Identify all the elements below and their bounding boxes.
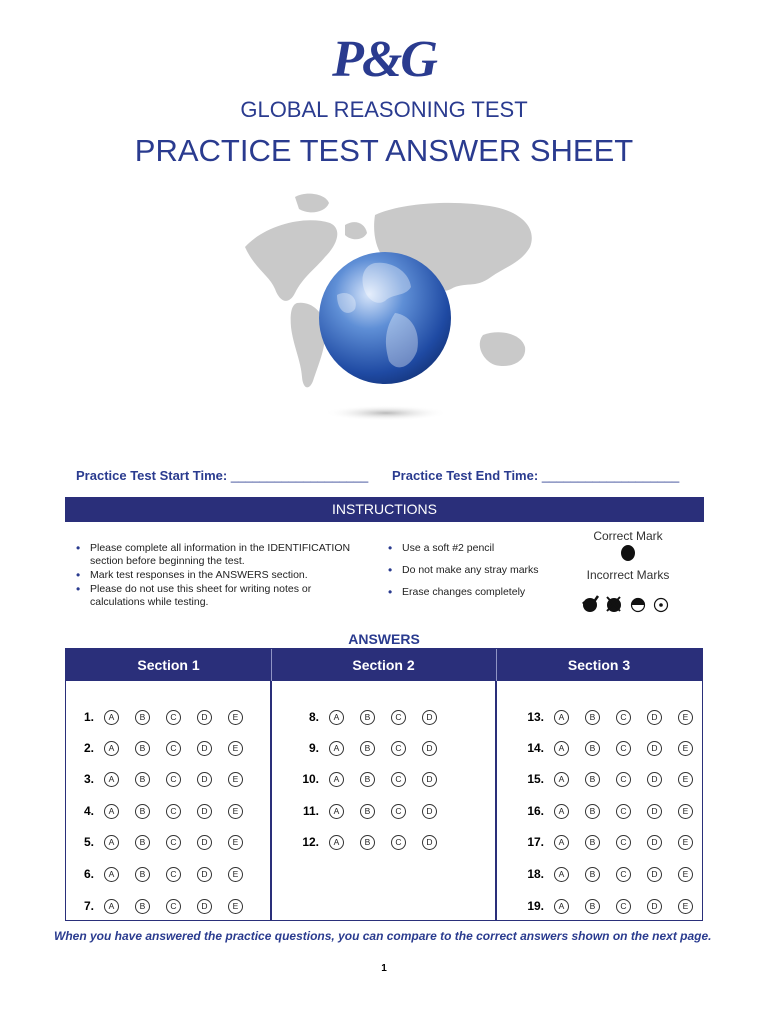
answer-bubble-b[interactable]: B — [135, 741, 150, 756]
answer-bubble-b[interactable]: B — [585, 772, 600, 787]
answer-bubble-a[interactable]: A — [554, 804, 569, 819]
question-number: 15. — [527, 772, 544, 786]
answer-bubble-b[interactable]: B — [360, 772, 375, 787]
question-number: 19. — [527, 899, 544, 913]
section-1-header: Section 1 — [66, 649, 271, 681]
answer-bubble-c[interactable]: C — [166, 710, 181, 725]
question-number: 14. — [527, 741, 544, 755]
answer-bubble-e[interactable]: E — [228, 710, 243, 725]
question-row — [520, 708, 709, 726]
answer-bubble-b[interactable]: B — [135, 804, 150, 819]
answer-bubble-e[interactable]: E — [228, 899, 243, 914]
answer-bubble-c[interactable]: C — [616, 867, 631, 882]
question-number: 7. — [83, 899, 94, 913]
answer-bubble-d[interactable]: D — [197, 867, 212, 882]
answer-bubble-b[interactable]: B — [360, 835, 375, 850]
answer-bubble-a[interactable]: A — [329, 835, 344, 850]
answer-bubble-c[interactable]: C — [391, 835, 406, 850]
answer-bubble-e[interactable]: E — [678, 710, 693, 725]
question-row — [70, 739, 259, 757]
answer-bubble-d[interactable]: D — [422, 710, 437, 725]
incorrect-marks-label: Incorrect Marks — [586, 568, 670, 582]
instruction-item: • Do not make any stray marks — [384, 564, 544, 577]
answer-bubble-e[interactable]: E — [228, 741, 243, 756]
answer-bubble-b[interactable]: B — [360, 741, 375, 756]
instructions-left-list — [72, 542, 362, 610]
question-row — [70, 897, 259, 915]
question-number: 11. — [302, 804, 319, 818]
column-divider — [495, 681, 497, 920]
answer-bubble-c[interactable]: C — [391, 741, 406, 756]
answer-bubble-b[interactable]: B — [135, 772, 150, 787]
answer-bubble-b[interactable]: B — [360, 710, 375, 725]
instructions-heading: INSTRUCTIONS — [65, 497, 704, 522]
instruction-item: • Mark test responses in the ANSWERS section. — [72, 569, 362, 582]
page-title: PRACTICE TEST ANSWER SHEET — [134, 133, 634, 168]
answer-bubble-a[interactable]: A — [329, 741, 344, 756]
question-number: 17. — [527, 835, 544, 849]
answer-bubble-e[interactable]: E — [228, 804, 243, 819]
answer-bubble-a[interactable]: A — [104, 899, 119, 914]
question-number: 18. — [527, 867, 544, 881]
question-row — [295, 739, 453, 757]
question-row — [70, 708, 259, 726]
answer-bubble-a[interactable]: A — [104, 741, 119, 756]
answer-bubble-a[interactable]: A — [104, 710, 119, 725]
answer-bubble-d[interactable]: D — [647, 804, 662, 819]
answer-bubble-d[interactable]: D — [197, 741, 212, 756]
check-scribble-icon — [583, 596, 598, 612]
answer-bubble-c[interactable]: C — [616, 804, 631, 819]
answer-bubble-a[interactable]: A — [329, 804, 344, 819]
answer-bubble-c[interactable]: C — [166, 867, 181, 882]
answer-bubble-a[interactable]: A — [329, 710, 344, 725]
start-time-label: Practice Test Start Time: — [76, 468, 228, 483]
question-number: 1. — [83, 710, 94, 724]
answer-bubble-c[interactable]: C — [166, 899, 181, 914]
answer-bubble-d[interactable]: D — [647, 741, 662, 756]
instruction-item: • Please complete all information in the IDENTIFICATION section before beginning the test. — [72, 542, 362, 568]
incorrect-marks-icons — [580, 594, 680, 614]
answer-bubble-c[interactable]: C — [166, 741, 181, 756]
question-row — [520, 833, 709, 851]
question-row — [520, 802, 709, 820]
answer-bubble-e[interactable]: E — [678, 804, 693, 819]
answer-bubble-b[interactable]: B — [585, 867, 600, 882]
answer-bubble-a[interactable]: A — [554, 741, 569, 756]
question-row — [520, 865, 709, 883]
question-number: 13. — [527, 710, 544, 724]
globe-world-map-image — [225, 185, 545, 430]
answer-bubble-d[interactable]: D — [422, 835, 437, 850]
answer-bubble-c[interactable]: C — [391, 772, 406, 787]
answer-bubble-a[interactable]: A — [104, 867, 119, 882]
answer-bubble-d[interactable]: D — [422, 772, 437, 787]
answer-bubble-e[interactable]: E — [678, 899, 693, 914]
start-time-field[interactable] — [76, 468, 368, 483]
instructions-right-list — [384, 542, 544, 608]
instruction-item: • Use a soft #2 pencil — [384, 542, 544, 555]
header-divider — [496, 649, 497, 681]
end-time-label: Practice Test End Time: — [392, 468, 539, 483]
section-2-header: Section 2 — [271, 649, 496, 681]
correct-mark-label: Correct Mark — [593, 529, 663, 543]
end-time-field[interactable] — [392, 468, 679, 483]
test-subtitle: GLOBAL REASONING TEST — [240, 97, 528, 122]
answer-bubble-b[interactable]: B — [585, 899, 600, 914]
instruction-item: • Please do not use this sheet for writing notes or calculations while testing. — [72, 583, 362, 609]
question-number: 3. — [83, 772, 94, 786]
answer-bubble-c[interactable]: C — [616, 835, 631, 850]
answer-bubble-e[interactable]: E — [228, 867, 243, 882]
column-divider — [270, 681, 272, 920]
question-row — [520, 739, 709, 757]
answer-bubble-a[interactable]: A — [554, 899, 569, 914]
answer-bubble-d[interactable]: D — [647, 899, 662, 914]
answers-table — [65, 648, 703, 921]
instruction-item: • Erase changes completely — [384, 586, 544, 599]
question-row — [70, 802, 259, 820]
answer-bubble-a[interactable]: A — [329, 772, 344, 787]
answer-bubble-c[interactable]: C — [616, 899, 631, 914]
answer-bubble-b[interactable]: B — [585, 835, 600, 850]
page-number: 1 — [381, 963, 387, 974]
question-number: 4. — [83, 804, 94, 818]
question-number: 8. — [308, 710, 319, 724]
question-number: 12. — [302, 835, 319, 849]
correct-mark-icon — [621, 545, 635, 561]
header-divider — [271, 649, 272, 681]
answer-bubble-a[interactable]: A — [554, 867, 569, 882]
answer-bubble-a[interactable]: A — [104, 804, 119, 819]
pg-logo: P&G — [332, 31, 436, 88]
answer-bubble-d[interactable]: D — [647, 867, 662, 882]
answer-bubble-c[interactable]: C — [391, 710, 406, 725]
answer-bubble-b[interactable]: B — [360, 804, 375, 819]
answer-bubble-d[interactable]: D — [422, 804, 437, 819]
answer-bubble-c[interactable]: C — [616, 741, 631, 756]
answer-bubble-e[interactable]: E — [228, 772, 243, 787]
answer-bubble-d[interactable]: D — [197, 710, 212, 725]
question-number: 9. — [308, 741, 319, 755]
question-row — [520, 897, 709, 915]
question-row — [295, 833, 453, 851]
question-number: 6. — [83, 867, 94, 881]
answer-bubble-d[interactable]: D — [197, 804, 212, 819]
question-row — [295, 770, 453, 788]
question-row — [70, 833, 259, 851]
answer-bubble-c[interactable]: C — [166, 835, 181, 850]
answer-bubble-b[interactable]: B — [135, 835, 150, 850]
question-number: 5. — [83, 835, 94, 849]
answer-bubble-d[interactable]: D — [647, 710, 662, 725]
question-row — [295, 802, 453, 820]
answer-bubble-c[interactable]: C — [616, 772, 631, 787]
footer-note: When you have answered the practice questions, you can compare to the correct answers shown on the next page. — [54, 929, 712, 943]
answers-heading: ANSWERS — [348, 631, 420, 647]
answer-bubble-e[interactable]: E — [678, 772, 693, 787]
question-row — [70, 770, 259, 788]
question-number: 16. — [527, 804, 544, 818]
answer-bubble-b[interactable]: B — [135, 710, 150, 725]
dot-bubble-icon — [655, 599, 668, 612]
answer-bubble-c[interactable]: C — [616, 710, 631, 725]
answer-bubble-a[interactable]: A — [104, 772, 119, 787]
section-3-header: Section 3 — [496, 649, 702, 681]
question-number: 10. — [302, 772, 319, 786]
question-number: 2. — [83, 741, 94, 755]
answer-bubble-b[interactable]: B — [585, 741, 600, 756]
answer-bubble-e[interactable]: E — [228, 835, 243, 850]
answer-bubble-d[interactable]: D — [422, 741, 437, 756]
question-row — [520, 770, 709, 788]
answer-bubble-b[interactable]: B — [585, 804, 600, 819]
answer-bubble-d[interactable]: D — [197, 835, 212, 850]
answer-bubble-a[interactable]: A — [104, 835, 119, 850]
answer-bubble-e[interactable]: E — [678, 741, 693, 756]
answer-bubble-b[interactable]: B — [135, 867, 150, 882]
start-time-blank: ___________________ — [230, 468, 369, 483]
answer-bubble-e[interactable]: E — [678, 867, 693, 882]
answer-bubble-d[interactable]: D — [197, 899, 212, 914]
answer-bubble-d[interactable]: D — [647, 772, 662, 787]
end-time-blank: ___________________ — [541, 468, 680, 483]
answer-bubble-b[interactable]: B — [585, 710, 600, 725]
answer-bubble-d[interactable]: D — [197, 772, 212, 787]
answer-bubble-e[interactable]: E — [678, 835, 693, 850]
answer-bubble-c[interactable]: C — [166, 804, 181, 819]
answer-bubble-d[interactable]: D — [647, 835, 662, 850]
answer-bubble-b[interactable]: B — [135, 899, 150, 914]
answer-bubble-a[interactable]: A — [554, 835, 569, 850]
answer-bubble-a[interactable]: A — [554, 772, 569, 787]
x-scribble-icon — [607, 597, 621, 612]
question-row — [295, 708, 453, 726]
question-row — [70, 865, 259, 883]
answer-bubble-c[interactable]: C — [166, 772, 181, 787]
answer-bubble-a[interactable]: A — [554, 710, 569, 725]
half-filled-bubble-icon — [632, 599, 645, 612]
answer-bubble-c[interactable]: C — [391, 804, 406, 819]
